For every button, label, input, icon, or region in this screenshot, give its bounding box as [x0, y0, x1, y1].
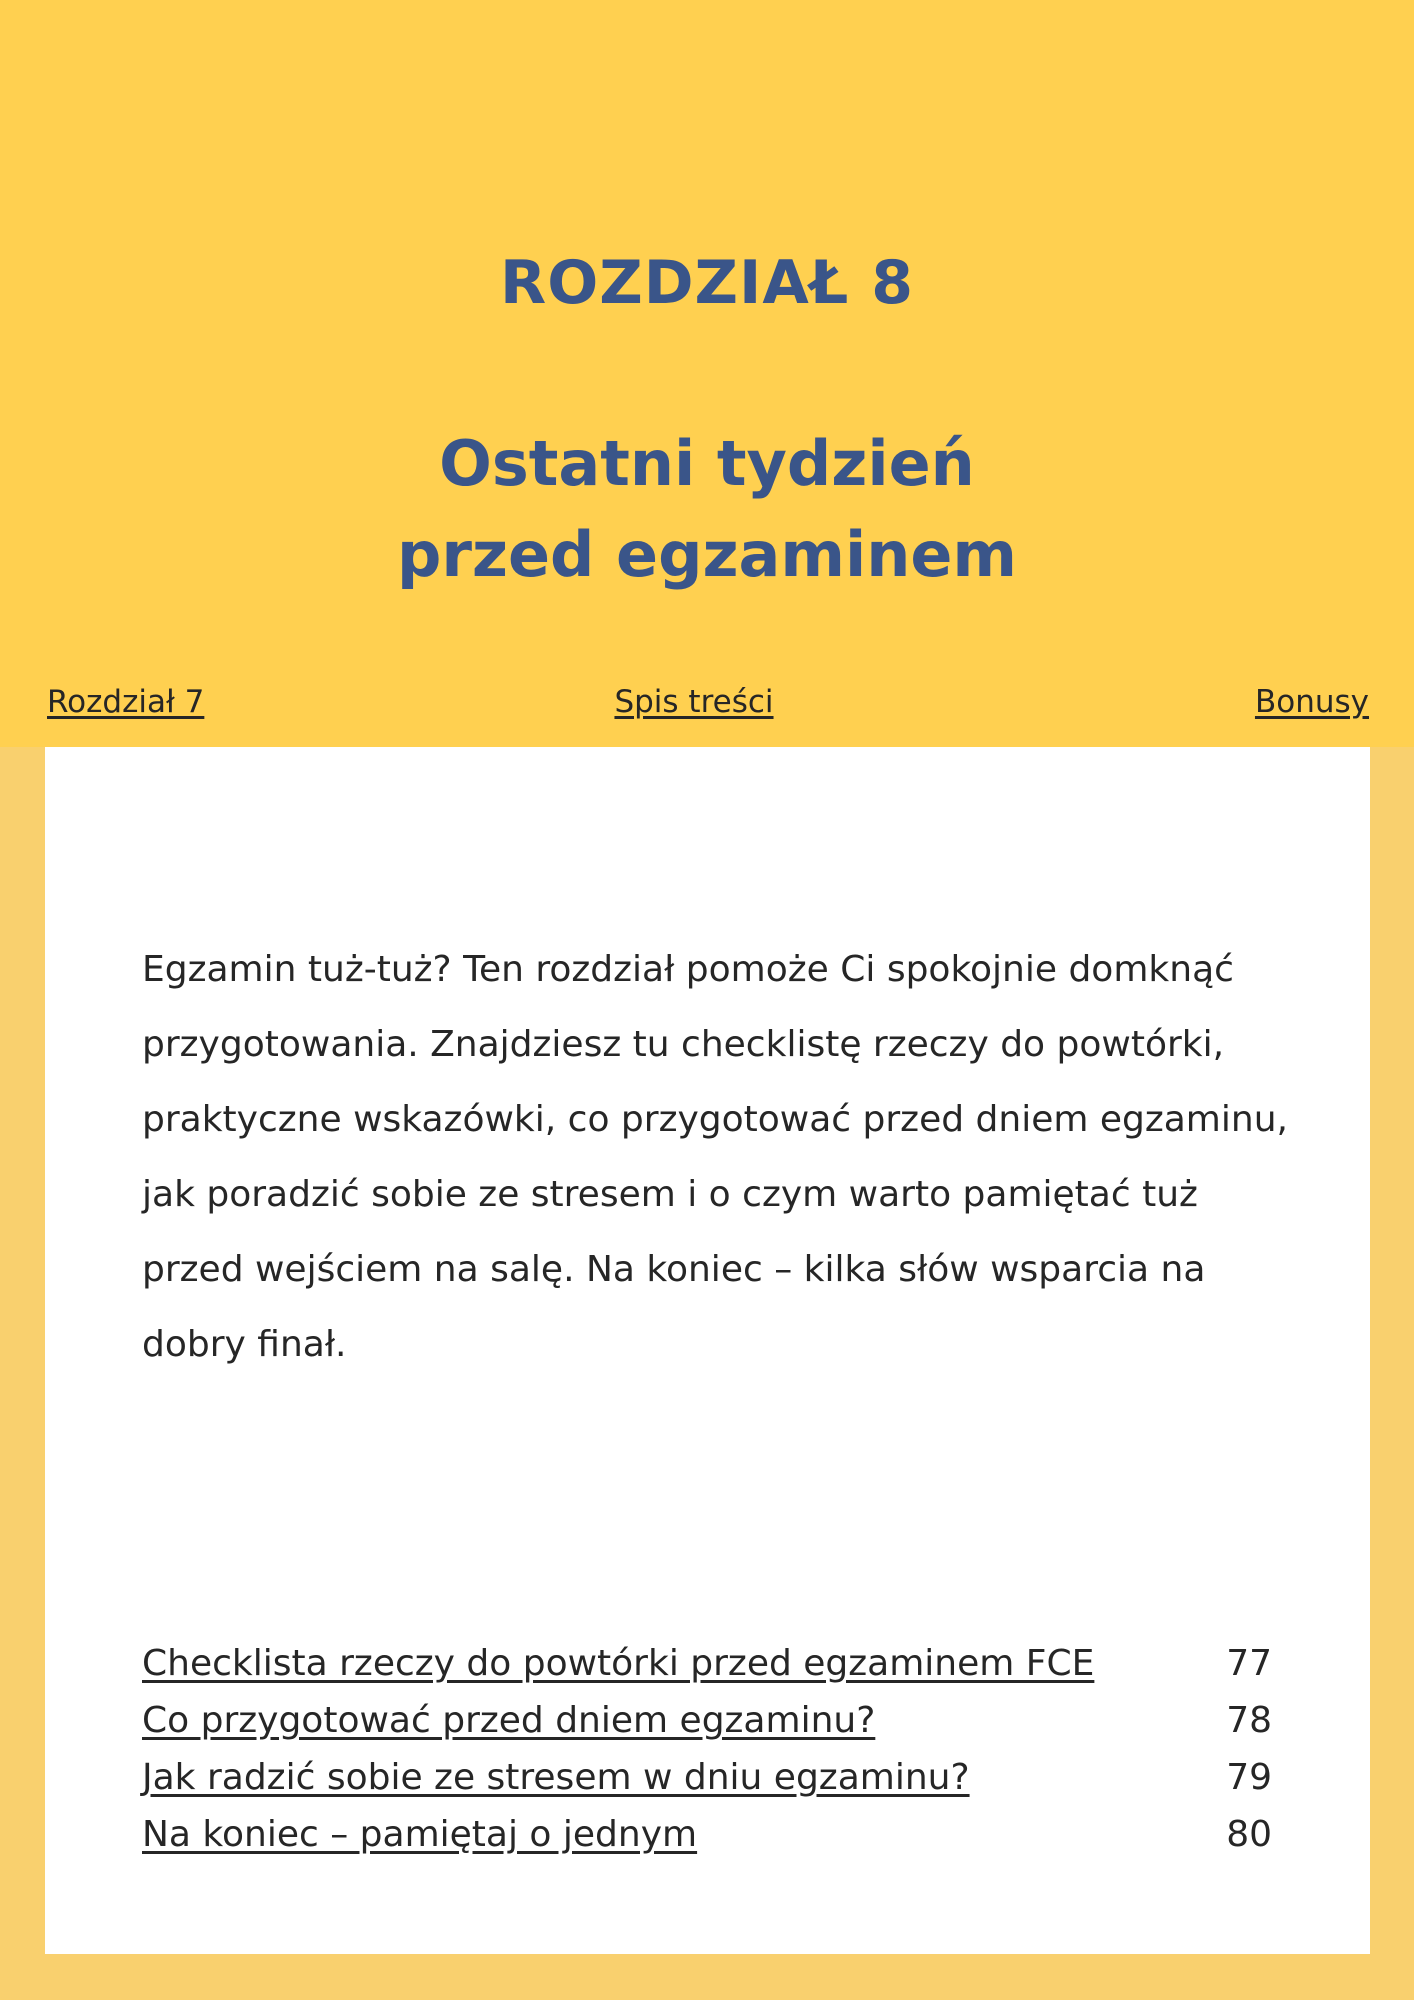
table-of-contents-link[interactable]: Spis treści	[614, 684, 774, 720]
section-item	[142, 1692, 1272, 1749]
bonus-link[interactable]: Bonusy	[1254, 684, 1369, 720]
section-link[interactable]: Co przygotować przed dniem egzaminu?	[142, 1700, 876, 1741]
chapter-title	[0, 418, 1414, 600]
section-page-number: 79	[1226, 1757, 1272, 1798]
section-link[interactable]: Checklista rzeczy do powtórki przed egzaminem FCE	[142, 1643, 1095, 1684]
section-item	[142, 1635, 1272, 1692]
content-card	[45, 747, 1370, 1954]
section-page-number: 80	[1226, 1814, 1272, 1855]
section-link[interactable]: Jak radzić sobie ze stresem w dniu egzaminu?	[142, 1757, 970, 1798]
section-item	[142, 1806, 1272, 1863]
chapter-title-line-1: Ostatni tydzień	[439, 427, 975, 500]
chapter-header	[0, 0, 1414, 747]
chapter-number: ROZDZIAŁ 8	[500, 248, 914, 318]
section-page-number: 78	[1226, 1700, 1272, 1741]
section-link[interactable]: Na koniec – pamiętaj o jednym	[142, 1814, 698, 1855]
prev-chapter-link[interactable]: Rozdział 7	[47, 684, 205, 720]
section-page-number: 77	[1226, 1643, 1272, 1684]
chapter-title-line-2: przed egzaminem	[396, 518, 1018, 591]
section-list	[142, 1635, 1272, 1863]
section-item	[142, 1749, 1272, 1806]
chapter-intro: Egzamin tuż-tuż? Ten rozdział pomoże Ci spokojnie domknąć przygotowania. Znajdziesz tu checklistę rzeczy do powtórki, praktyczne wskazówki, co przygotować przed dniem egzaminu, jak poradzić sobie ze stresem i o czym warto pamiętać tuż przed wejściem na salę. Na koniec – kilka słów wsparcia na dobry finał.	[142, 949, 1288, 1365]
